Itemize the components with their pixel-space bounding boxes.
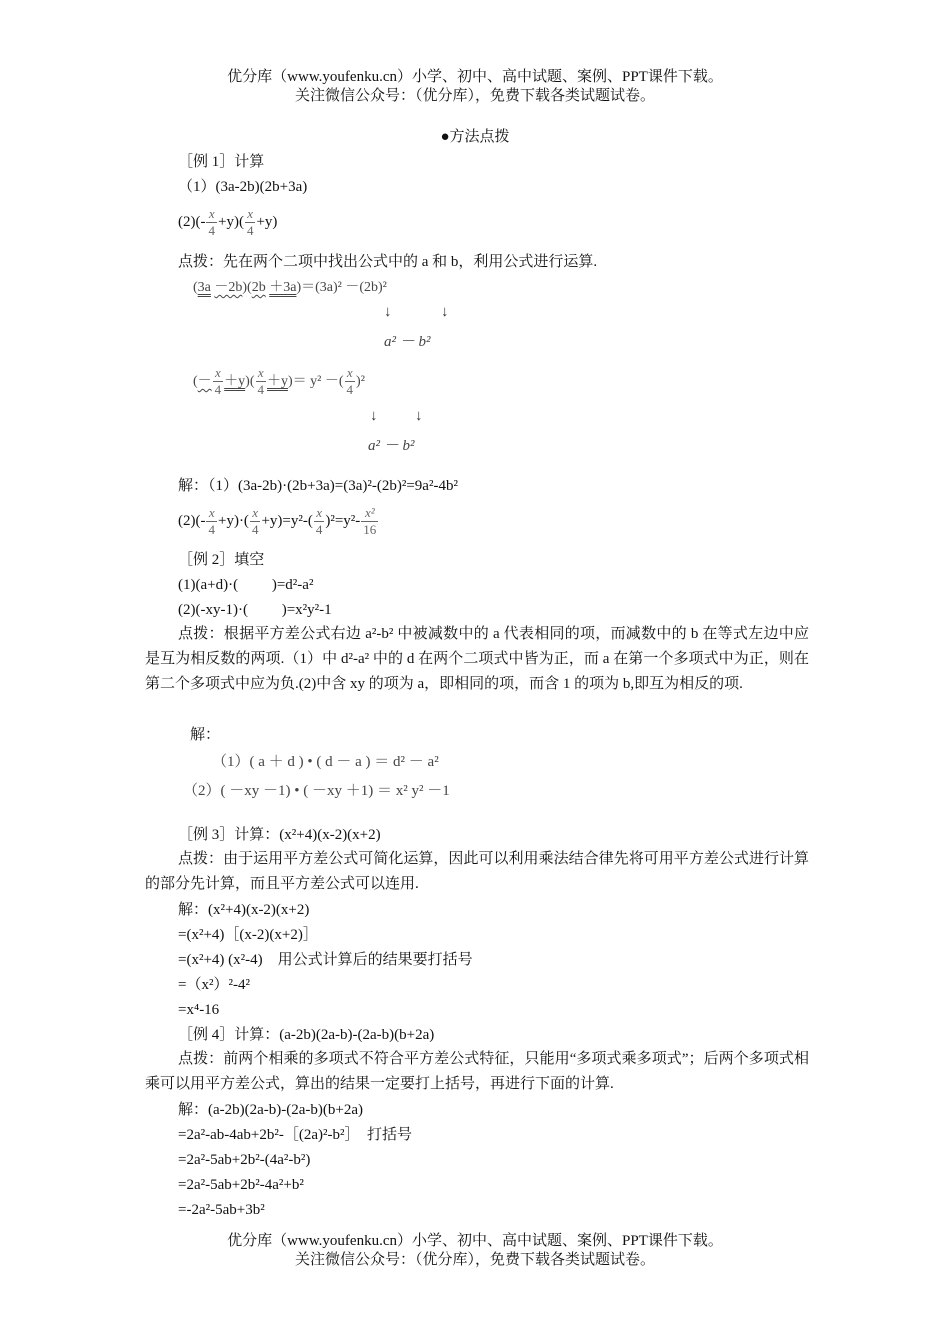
example-1-hint: 点拨：先在两个二项中找出公式中的 a 和 b，利用公式进行运算. <box>178 254 598 270</box>
example-2-solution-2: （2）( －xy －1) • ( －xy ＋1) ＝ x² y² －1 <box>183 783 450 799</box>
example-4-step: =2a²-5ab+2b²-(4a²-b²) <box>178 1152 311 1168</box>
q1-expression: (3a-2b)(2b+3a) <box>215 179 308 195</box>
example-3-step: =(x²+4) (x²-4) 用公式计算后的结果要打括号 <box>178 952 473 968</box>
diagram-1-expression: (3a －2b)(2b ＋3a)＝(3a)² －(2b)² <box>193 280 387 295</box>
example-2-title: ［例 2］填空 <box>178 552 265 568</box>
example-4-step: =2a²-5ab+2b²-4a²+b² <box>178 1177 304 1193</box>
example-4-note: 打括号 <box>367 1127 413 1143</box>
example-2-question-1: (1)(a+d)·( )=d²-a² <box>178 577 314 593</box>
example-2-question-2: (2)(-xy-1)·( )=x²y²-1 <box>178 602 332 618</box>
example-2-hint: 点拨：根据平方差公式右边 a²-b² 中被减数中的 a 代表相同的项，而减数中的 b 在等式左边中应是互为相反数的两项.（1）中 d²-a² 中的 d 在两个二项式中皆为正，而 a 在第一个多项式中为正，则在第二个多项式中应为负.(2)中含 xy 的项为 a，即相同的项，而含 1 的项为 b,即互为相反的项. <box>145 626 809 692</box>
example-4-step: =2a²-ab-4ab+2b²-［(2a)²-b²］ 打括号 <box>178 1127 413 1143</box>
example-3-step: =(x²+4)［(x-2)(x+2)］ <box>178 927 318 943</box>
footer-line-1: 优分库（www.youfenku.cn）小学、初中、高中试题、案例、PPT课件下载。 <box>227 1233 723 1249</box>
example-2-solution-1: （1）( a ＋ d ) • ( d － a ) ＝ d² － a² <box>212 754 439 770</box>
header-line-1: 优分库（www.youfenku.cn）小学、初中、高中试题、案例、PPT课件下载。 <box>227 69 723 85</box>
fraction: $\frac{x}{4}$ <box>246 206 254 239</box>
example-1-question-2: (2)(- $\frac{x}{4}$ +y)( $\frac{x}{4}$ +y) <box>178 206 278 239</box>
section-title: ●方法点拨 <box>440 129 510 145</box>
example-3-step: 解：(x²+4)(x-2)(x+2) <box>178 902 310 918</box>
example-1-title: ［例 1］计算 <box>178 154 265 170</box>
example-3-hint: 点拨：由于运用平方差公式可简化运算，因此可以利用乘法结合律先将可用平方差公式进行计算的部分先计算，而且平方差公式可以连用. <box>145 851 809 892</box>
example-4-title: ［例 4］计算：(a-2b)(2a-b)-(2a-b)(b+2a) <box>178 1027 435 1043</box>
example-2-solution-label: 解： <box>190 727 221 743</box>
example-3-title: ［例 3］计算：(x²+4)(x-2)(x+2) <box>178 827 381 843</box>
diagram-2-result: a² － b² <box>368 438 415 454</box>
example-4-step: =-2a²-5ab+3b² <box>178 1202 265 1218</box>
arrow-down-icon: ↓ <box>370 408 378 424</box>
arrow-down-icon: ↓ <box>441 304 449 320</box>
example-1-solution-1: 解：（1）(3a-2b)·(2b+3a)=(3a)²-(2b)²=9a²-4b² <box>178 478 458 494</box>
header-line-2: 关注微信公众号：（优分库），免费下载各类试题试卷。 <box>294 88 655 104</box>
example-3-note: 用公式计算后的结果要打括号 <box>277 952 473 968</box>
example-4-step: 解：(a-2b)(2a-b)-(2a-b)(b+2a) <box>178 1102 364 1118</box>
arrow-down-icon: ↓ <box>384 304 392 320</box>
footer-line-2: 关注微信公众号：（优分库），免费下载各类试题试卷。 <box>294 1252 655 1268</box>
q1-label: （1） <box>178 179 216 195</box>
example-1-solution-2: (2)(- $\frac{x}{4}$ +y)·( $\frac{x}{4}$ +y)=y²-( $\frac{x}{4}$ )²=y²- $\frac{\text{x²}}{16}$ <box>178 505 377 538</box>
example-3-step: =（x²）²-4² <box>178 977 250 993</box>
example-1-question-1 <box>178 177 307 197</box>
example-3-step: =x⁴-16 <box>178 1002 220 1018</box>
arrow-down-icon: ↓ <box>415 408 423 424</box>
fraction: $\frac{x}{4}$ <box>208 206 215 239</box>
example-4-hint: 点拨：前两个相乘的多项式不符合平方差公式特征，只能用“多项式乘多项式”；后两个多项式相乘可以用平方差公式，算出的结果一定要打上括号，再进行下面的计算. <box>145 1051 809 1092</box>
diagram-1-result: a² － b² <box>384 334 431 350</box>
diagram-2-expression: (－ $\frac{x}{4}$ ＋y)( $\frac{x}{4}$ ＋y)＝ y² －( $\frac{x}{4}$ )² <box>193 365 365 398</box>
